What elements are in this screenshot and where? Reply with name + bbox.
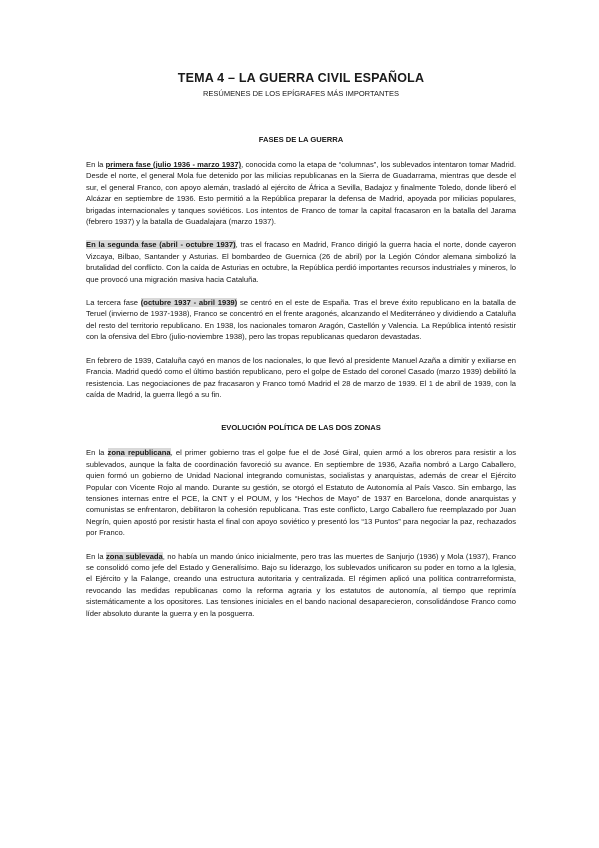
paragraph-text: , conocida como la etapa de “columnas”, los sublevados intentaron tomar Madrid. Desde el norte, el general Mola fue detenido por las milicias republicanas en la Sierra de Guadarrama, mientras que desde el sur, el general Franco, con apoyo alemán, trasladó al ejército de África a Sevilla, Badajoz y finalmente Toledo, donde liberó el Alcázar en septiembre de 1936. Esto permitió a la República preparar la defensa de Madrid, apoyada por milicias populares, brigadas internacionales y tanques soviéticos. Los intentos de Franco de tomar la capital fracasaron en la batalla del Jarama (febrero 1937) y la batalla de Guadalajara (marzo 1937). xyxy=(86,160,517,227)
document-subtitle: RESÚMENES DE LOS EPÍGRAFES MÁS IMPORTANTES xyxy=(202,89,399,98)
document-title: TEMA 4 – LA GUERRA CIVIL ESPAÑOLA xyxy=(177,71,425,85)
paragraph-primera-fase xyxy=(86,159,516,227)
zona-republicana-label: zona republicana xyxy=(107,448,171,458)
paragraph-zona-sublevada xyxy=(86,551,516,619)
paragraph-text: , el primer gobierno tras el golpe fue el de José Giral, quien armó a los obreros para resistir a los sublevados, aunque la falta de coordinación favoreció su avance. En septiembre de 1936, Azaña nombró a Largo Caballero, quien formó un gobierno de Unidad Nacional integrando comunistas, socialistas y anarquistas, además de crear el Ejército Popular con Vicente Rojo al mando. Durante su gestión, se otorgó el Estatuto de Autonomía al País Vasco. Sin embargo, las tensiones internas entre el PCE, la CNT y el POUM, y los “Hechos de Mayo” de 1937 en Barcelona, donde anarquistas y comunistas se enfrentaron, debilitaron la cohesión republicana. Tras este conflicto, Largo Caballero fue reemplazado por Juan Negrín, quien apostó por resistir hasta el final con apoyo soviético y presentó los “13 Puntos” para negociar la paz, rechazados por Franco. xyxy=(86,448,517,538)
zona-sublevada-label: zona sublevada xyxy=(105,551,163,561)
section-heading-fases: FASES DE LA GUERRA xyxy=(258,135,344,144)
paragraph-tercera-fase xyxy=(86,297,516,343)
phase-two-label: En la segunda fase (abril - octubre 1937) xyxy=(86,240,236,250)
paragraph-text: se centró en el este de España. Tras el breve éxito republicano en la batalla de Teruel (invierno de 1937-1938), Franco se concentró en el frente aragonés, alcanzando el Mediterráneo y dividiendo a Cataluña del resto del territorio republicano. En 1938, los nacionales tomaron Aragón, Castellón y Valencia. La República intentó resistir con la ofensiva del Ebro (julio-noviembre 1938), pero las tropas republicanas quedaron devastadas. xyxy=(86,298,516,342)
paragraph-lead: La tercera fase xyxy=(86,298,141,308)
phase-three-label: (octubre 1937 - abril 1939) xyxy=(140,298,238,308)
section-heading-evolucion: EVOLUCIÓN POLÍTICA DE LAS DOS ZONAS xyxy=(221,423,381,433)
paragraph-text: , no había un mando único inicialmente, pero tras las muertes de Sanjurjo (1936) y Mola (1937), Franco se consolidó como jefe del Estado y Generalísimo. Bajo su liderazgo, los sublevados unificaron su poder en torno a la Iglesia, el Ejército y la Falange, creando una estructura autoritaria y centralizada. El régimen aplicó una política contrarreformista, revocando las medidas republicanas como la reforma agraria y los estatutos de autonomía, al tiempo que reprimía sistemáticamente a los opositores. Las tensiones iniciales en el bando nacional desaparecieron, consolidándose Franco como líder absoluto durante la guerra y en la posguerra. xyxy=(86,551,517,618)
phase-one-label: primera fase (julio 1936 - marzo 1937) xyxy=(105,160,242,169)
paragraph-text: , tras el fracaso en Madrid, Franco dirigió la guerra hacia el norte, donde cayeron Vizcaya, Bilbao, Santander y Asturias. El bombardeo de Guernica (26 de abril) por la Legión Cóndor alemana simbolizó la brutalidad del conflicto. Con la caída de Asturias en octubre, la República perdió importantes recursos industriales y mineros, lo que provocó una migración masiva hacia Cataluña. xyxy=(86,240,516,284)
paragraph-segunda-fase xyxy=(86,239,516,285)
document-page xyxy=(86,70,516,619)
paragraph-lead: En la xyxy=(86,448,108,458)
paragraph-lead: En la xyxy=(86,551,106,561)
paragraph-final-guerra: En febrero de 1939, Cataluña cayó en manos de los nacionales, lo que llevó al presidente Manuel Azaña a dimitir y exiliarse en Francia. Madrid quedó como el último bastión republicano, pero el golpe de Estado del coronel Casado (marzo 1939) debilitó la resistencia. Las negociaciones de paz fracasaron y Franco tomó Madrid el 28 de marzo de 1939. El 1 de abril de 1939, con la caída de Madrid, la guerra llegó a su fin. xyxy=(86,355,516,399)
paragraph-lead: En la xyxy=(86,160,106,169)
paragraph-zona-republicana xyxy=(86,447,516,538)
